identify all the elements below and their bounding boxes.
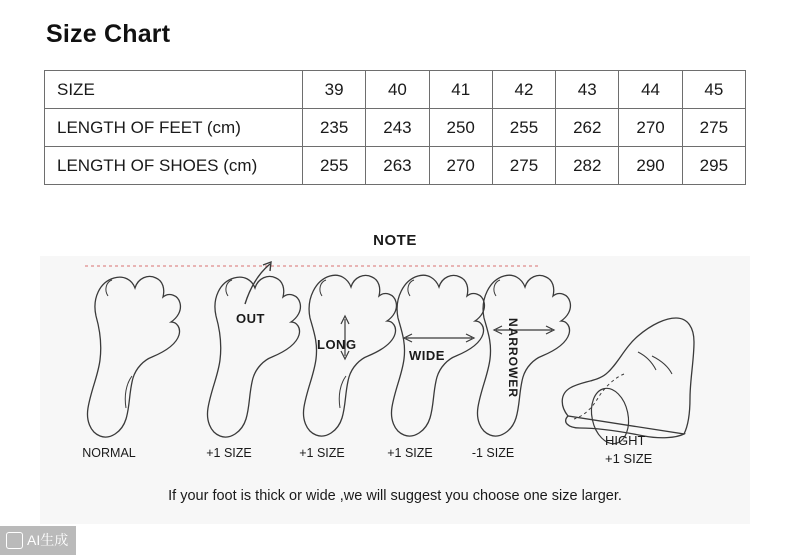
- table-cell: 270: [429, 147, 492, 185]
- table-cell: 39: [303, 71, 366, 109]
- table-cell: 40: [366, 71, 429, 109]
- table-row: [45, 71, 746, 109]
- foot-word-narrower: NARROWER: [506, 318, 520, 398]
- table-cell: 44: [619, 71, 682, 109]
- caption-out: +1 SIZE: [206, 446, 252, 460]
- table-row: [45, 109, 746, 147]
- table-cell: 295: [682, 147, 745, 185]
- feet-diagram: [40, 256, 750, 456]
- table-cell: 275: [492, 147, 555, 185]
- watermark: [0, 526, 76, 555]
- narrower-arrow: [494, 326, 554, 334]
- table-cell: 275: [682, 109, 745, 147]
- table-cell: 41: [429, 71, 492, 109]
- table-cell: 42: [492, 71, 555, 109]
- foot-word-wide: WIDE: [409, 348, 445, 363]
- side-view-label-line1: HIGHT: [605, 433, 646, 448]
- table-cell: 262: [556, 109, 619, 147]
- foot-word-out: OUT: [236, 311, 265, 326]
- caption-wide: +1 SIZE: [387, 446, 433, 460]
- watermark-text: AI生成: [27, 532, 69, 548]
- row-label: SIZE: [45, 71, 303, 109]
- watermark-badge-icon: [6, 532, 23, 549]
- size-chart-table: [44, 70, 746, 185]
- foot-narrower: [478, 275, 571, 436]
- foot-side-view: [562, 318, 694, 447]
- row-label: LENGTH OF SHOES (cm): [45, 147, 303, 185]
- foot-out: [208, 276, 301, 437]
- caption-narrower: -1 SIZE: [471, 446, 515, 460]
- table-cell: 235: [303, 109, 366, 147]
- foot-long: [304, 275, 397, 436]
- side-view-label: [605, 432, 652, 468]
- table-cell: 243: [366, 109, 429, 147]
- table-cell: 255: [303, 147, 366, 185]
- page-title: Size Chart: [46, 20, 171, 48]
- note-heading: NOTE: [373, 232, 417, 249]
- table-row: [45, 147, 746, 185]
- note-panel: [40, 256, 750, 524]
- foot-normal: [88, 276, 181, 437]
- caption-long: +1 SIZE: [299, 446, 345, 460]
- table-cell: 250: [429, 109, 492, 147]
- wide-arrow: [404, 334, 474, 342]
- foot-word-long: LONG: [317, 337, 357, 352]
- table-cell: 282: [556, 147, 619, 185]
- caption-normal: NORMAL: [82, 446, 136, 460]
- foot-captions: [40, 446, 600, 466]
- table-cell: 45: [682, 71, 745, 109]
- table-cell: 43: [556, 71, 619, 109]
- table-cell: 263: [366, 147, 429, 185]
- side-view-label-line2: +1 SIZE: [605, 451, 653, 466]
- row-label: LENGTH OF FEET (cm): [45, 109, 303, 147]
- table-cell: 290: [619, 147, 682, 185]
- table-cell: 270: [619, 109, 682, 147]
- table-cell: 255: [492, 109, 555, 147]
- note-footer-text: If your foot is thick or wide ,we will suggest you choose one size larger.: [168, 488, 622, 504]
